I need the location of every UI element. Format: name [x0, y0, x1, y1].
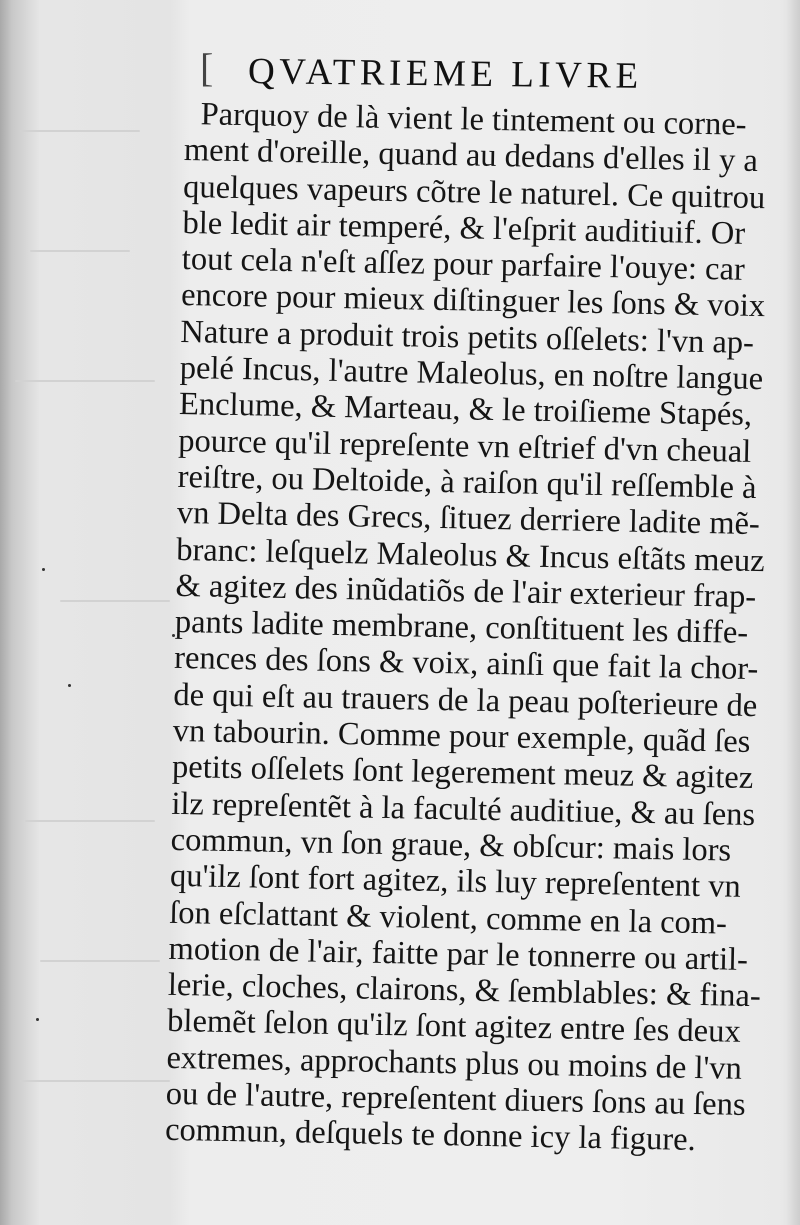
text-line: extremes, approchants plus ou moins de l'vn [166, 1039, 743, 1087]
text-line: rences des ſons & voix, ainſi que fait la chor- [173, 640, 759, 688]
text-line: pource qu'il repreſente vn eſtrief d'vn cheual [178, 422, 752, 470]
text-line: ou de l'autre, repreſentent diuers ſons au ſens [165, 1075, 746, 1123]
text-line: petits oſſelets ſont legerement meuz & agitez [171, 749, 754, 797]
running-header [200, 44, 760, 97]
ink-spot [36, 1018, 39, 1021]
text-line: branc: leſquelz Maleolus & Incus eſtãts meuz [175, 531, 765, 579]
text-line: vn tabourin. Comme pour exemple, quãd ſes [172, 712, 751, 761]
running-title: QVATRIEME LIVRE [247, 51, 643, 97]
text-line: pelé Incus, l'autre Maleolus, en noſtre langue [179, 350, 764, 398]
header-bracket: [ [200, 45, 214, 90]
text-line: commun, deſquels te donne icy la figure. [164, 1112, 697, 1159]
body-text [165, 96, 785, 1160]
text-line: Nature a produit trois petits oſſelets: l'vn ap- [180, 313, 755, 361]
show-through-text [0, 0, 190, 1225]
text-line: reiſtre, ou Deltoide, à raiſon qu'il reſſemble à [177, 458, 757, 507]
text-line: Parquoy de là vient le tintement ou corne- [200, 96, 747, 143]
text-line: de qui eſt au trauers de la peau poſterieure de [173, 676, 758, 724]
text-line: & agitez des inũdatiõs de l'air exterieur frap- [175, 567, 757, 615]
text-line: ſon eſclattant & violent, comme en la com- [168, 894, 728, 942]
text-line: motion de l'air, faitte par le tonnerre ou artil- [168, 930, 749, 978]
text-line: quelques vapeurs cõtre le naturel. Ce quitrou [182, 168, 766, 216]
text-line: encore pour mieux diſtinguer les ſons & voix [180, 277, 766, 325]
text-line: tout cela n'eſt aſſez pour parfaire l'ouye: car [181, 241, 746, 288]
text-line: ment d'oreille, quand au dedans d'elles il y a [183, 132, 759, 180]
ink-spot [68, 684, 71, 687]
text-line: lerie, cloches, clairons, & ſemblables: & fina- [167, 966, 762, 1015]
ink-spot [42, 568, 45, 571]
page-edge-shadow [786, 0, 800, 1225]
text-line: commun, vn ſon graue, & obſcur: mais lors [170, 821, 732, 869]
text-line: vn Delta des Grecs, ſituez derriere ladite mẽ- [176, 495, 761, 543]
text-line: blemẽt ſelon qu'ilz ſont agitez entre ſes deux [166, 1003, 741, 1051]
text-line: qu'ilz ſont fort agitez, ils luy repreſentent vn [169, 858, 742, 906]
text-line: ilz repreſentẽt à la faculté auditiue, & au ſens [171, 785, 756, 833]
text-line: pants ladite membrane, conſtituent les diffe- [174, 604, 749, 652]
text-line: ble ledit air temperé, & l'eſprit auditiuif. Or [182, 204, 746, 252]
text-line: Enclume, & Marteau, & le troiſieme Stapés, [178, 386, 753, 434]
